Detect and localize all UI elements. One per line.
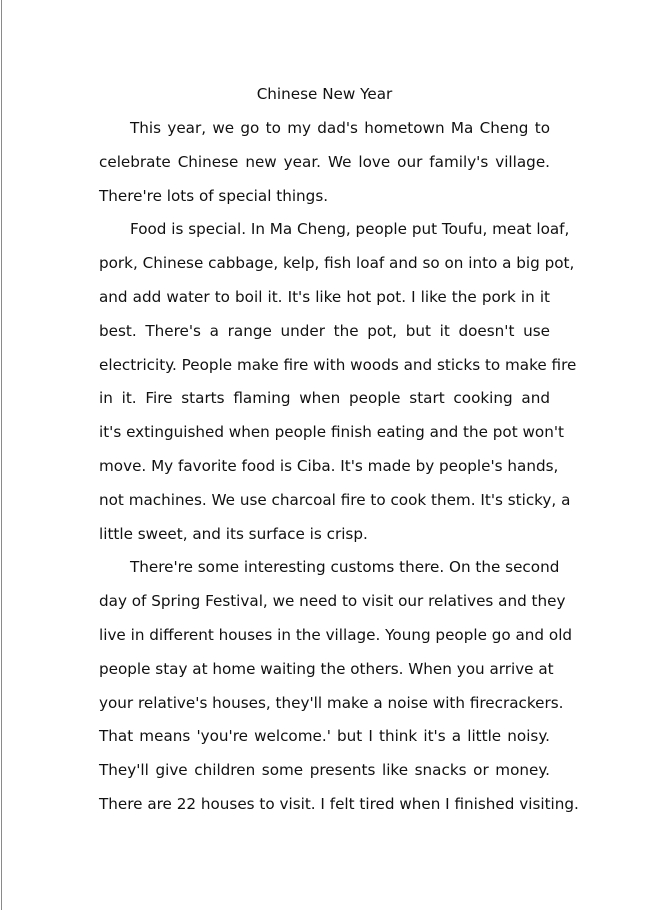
text-line: day of Spring Festival, we need to visit our relatives and they bbox=[99, 592, 566, 611]
text-line: it's extinguished when people finish eating and the pot won't bbox=[99, 423, 564, 442]
text-line: They'll give children some presents like snacks or money. bbox=[99, 761, 550, 780]
text-line: live in different houses in the village. Young people go and old bbox=[99, 625, 573, 644]
text-line: and add water to boil it. It's like hot pot. I like the pork in it bbox=[99, 287, 550, 306]
text-line: This year, we go to my dad's hometown Ma Cheng to bbox=[130, 119, 550, 137]
text-line: not machines. We use charcoal fire to cook them. It's sticky, a bbox=[99, 490, 571, 509]
text-line: celebrate Chinese new year. We love our family's village. bbox=[99, 152, 550, 171]
text-line: your relative's houses, they'll make a noise with firecrackers. bbox=[99, 693, 564, 712]
text-line: There're lots of special things. bbox=[99, 186, 329, 205]
essay-body bbox=[99, 80, 579, 824]
essay-title: Chinese New Year bbox=[256, 85, 393, 103]
paragraph-3 bbox=[99, 553, 579, 823]
text-line: There are 22 houses to visit. I felt tired when I finished visiting. bbox=[99, 794, 579, 813]
text-line: people stay at home waiting the others. When you arrive at bbox=[99, 659, 554, 678]
text-line: There're some interesting customs there. On the second bbox=[130, 558, 560, 577]
text-line: electricity. People make fire with woods and sticks to make fire bbox=[99, 355, 577, 374]
text-line: move. My favorite food is Ciba. It's made by people's hands, bbox=[99, 456, 559, 475]
text-line: pork, Chinese cabbage, kelp, fish loaf and so on into a big pot, bbox=[99, 254, 575, 273]
text-line: little sweet, and its surface is crisp. bbox=[99, 524, 368, 543]
paragraph-1 bbox=[99, 108, 550, 215]
text-line: in it. Fire starts flaming when people start cooking and bbox=[99, 389, 550, 408]
page-edge-line bbox=[1, 0, 2, 910]
paragraph-2 bbox=[99, 215, 577, 553]
text-line: That means 'you're welcome.' but I think it's a little noisy. bbox=[99, 727, 550, 746]
text-line: Food is special. In Ma Cheng, people put Toufu, meat loaf, bbox=[130, 220, 570, 239]
text-line: best. There's a range under the pot, but it doesn't use bbox=[99, 321, 550, 340]
